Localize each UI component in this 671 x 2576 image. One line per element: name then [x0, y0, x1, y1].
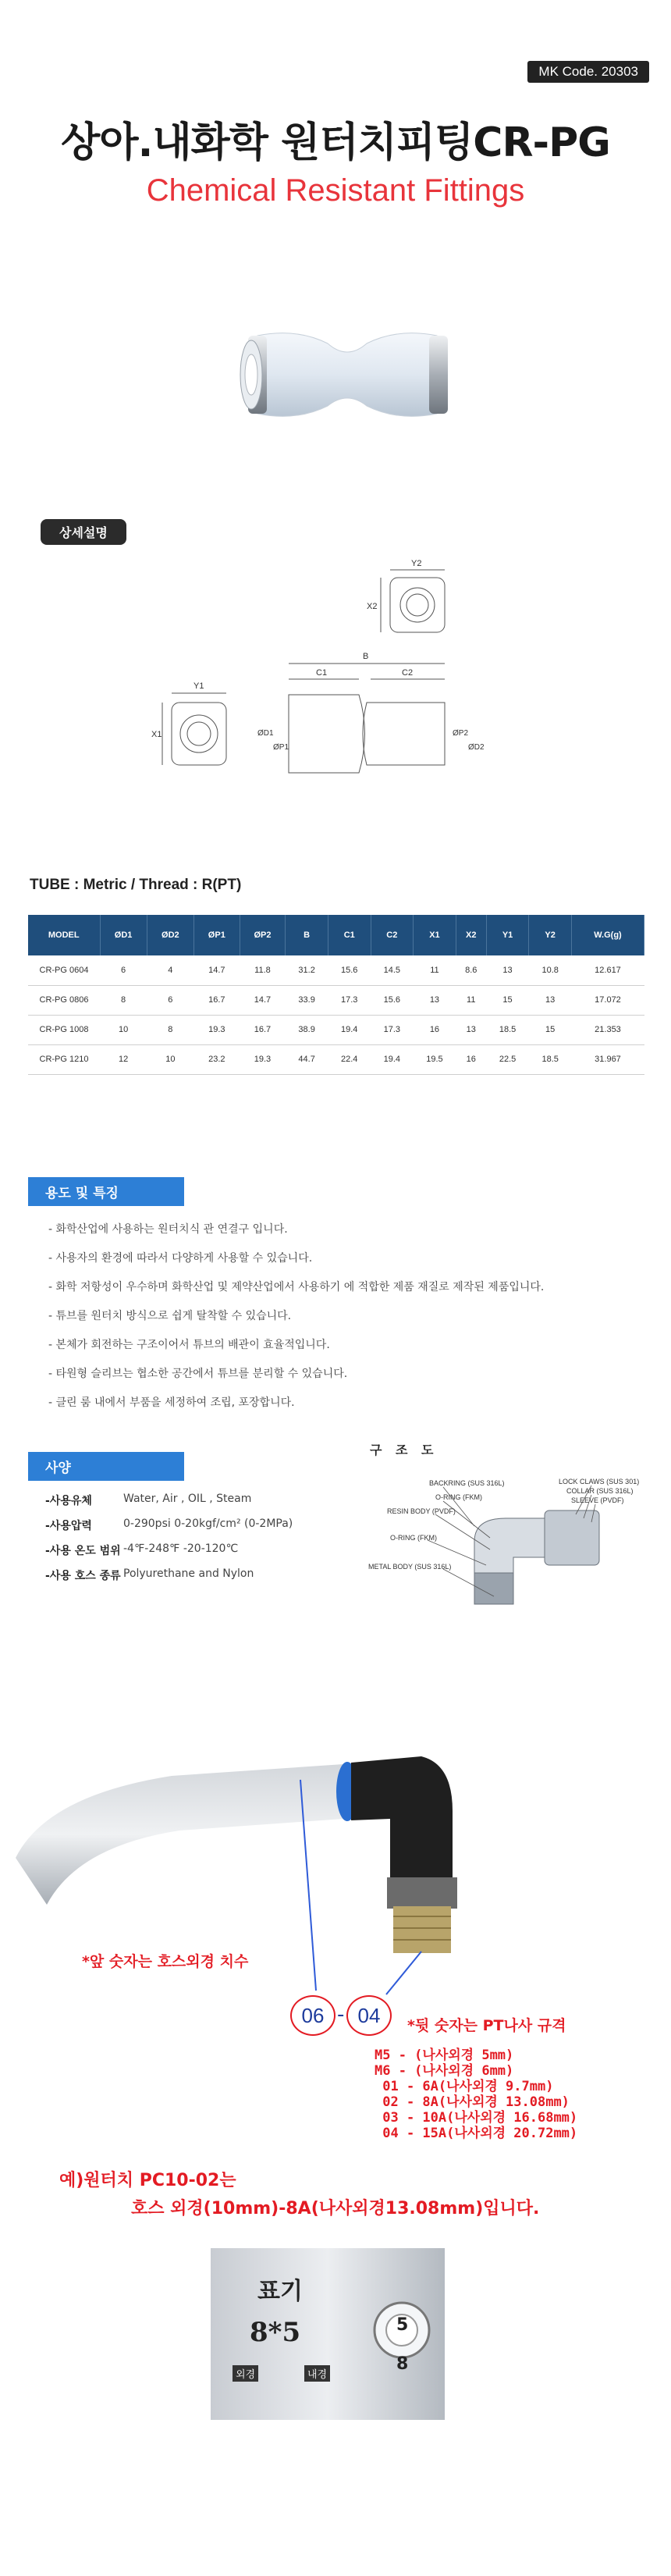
table-row	[28, 1044, 644, 1074]
dim-label-od2: ØD2	[468, 743, 485, 752]
spec-key: -사용유체	[45, 1495, 92, 1507]
dimension-table	[28, 915, 644, 1075]
spec-key: -사용 호스 종류	[45, 1570, 121, 1582]
table-cell: 19.4	[328, 1015, 371, 1044]
hose-code-back: 04	[346, 1995, 392, 2036]
table-cell: 11	[456, 985, 486, 1015]
table-cell: 22.5	[486, 1044, 529, 1074]
table-row	[28, 955, 644, 985]
usage-list	[48, 1221, 544, 1423]
structure-label-lock-claws: LOCK CLAWS (SUS 301)	[559, 1478, 640, 1485]
thread-size-item: 01 - 6A(나사외경 9.7mm)	[375, 2079, 554, 2094]
dim-label-c1: C1	[316, 668, 328, 678]
table-cell: 13	[486, 955, 529, 985]
usage-tab: 용도 및 특징	[28, 1177, 184, 1206]
thread-size-item: 02 - 8A(나사외경 13.08mm)	[375, 2094, 570, 2110]
table-cell: 14.7	[193, 955, 240, 985]
table-cell: 22.4	[328, 1044, 371, 1074]
table-cell: 8	[147, 1015, 193, 1044]
dim-label-op2: ØP2	[453, 729, 469, 738]
table-cell: 17.3	[371, 1015, 414, 1044]
list-item: - 타원형 슬리브는 협소한 공간에서 튜브를 분리할 수 있습니다.	[48, 1368, 348, 1380]
table-cell: 12.617	[571, 955, 644, 985]
table-cell: 10.8	[529, 955, 572, 985]
table-cell: 19.3	[193, 1015, 240, 1044]
table-cell: 17.3	[328, 985, 371, 1015]
spec-row	[45, 1542, 293, 1567]
product-image	[234, 312, 460, 437]
dim-label-od1: ØD1	[257, 729, 274, 738]
table-row	[28, 1015, 644, 1044]
table-row	[28, 985, 644, 1015]
table-cell: 13	[456, 1015, 486, 1044]
structure-title: 구 조 도	[370, 1443, 438, 1457]
marking-image	[211, 2248, 445, 2420]
structure-label-metal-body: METAL BODY (SUS 316L)	[368, 1563, 452, 1571]
table-cell: 18.5	[486, 1015, 529, 1044]
table-cell: 10	[147, 1044, 193, 1074]
table-cell: 33.9	[286, 985, 328, 1015]
table-cell: 16	[414, 1015, 456, 1044]
page-subtitle: Chemical Resistant Fittings	[146, 173, 525, 208]
list-item: - 클린 룸 내에서 부품을 세정하여 조립, 포장합니다.	[48, 1397, 295, 1409]
thread-size-item: 03 - 10A(나사외경 16.68mm)	[375, 2110, 578, 2126]
table-cell: 31.2	[286, 955, 328, 985]
list-item: - 튜브를 원터치 방식으로 쉽게 탈착할 수 있습니다.	[48, 1310, 292, 1322]
page-title: 상아.내화학 원터치피팅CR-PG	[61, 119, 610, 166]
table-cell: 21.353	[571, 1015, 644, 1044]
table-cell: 15.6	[371, 985, 414, 1015]
structure-diagram	[357, 1440, 646, 1620]
table-cell: 14.7	[240, 985, 286, 1015]
structure-label-collar: COLLAR (SUS 316L)	[566, 1487, 634, 1495]
table-cell: 13	[529, 985, 572, 1015]
table-cell: CR-PG 0806	[28, 985, 100, 1015]
table-header-cell: Y2	[529, 915, 572, 955]
structure-label-oring-1: O-RING (FKM)	[435, 1493, 482, 1501]
dim-label-x2: X2	[367, 602, 378, 611]
table-header-cell: W.G(g)	[571, 915, 644, 955]
table-cell: 8	[100, 985, 147, 1015]
table-cell: 23.2	[193, 1044, 240, 1074]
spec-row	[45, 1517, 293, 1542]
spec-key: -사용 온도 범위	[45, 1545, 121, 1557]
table-cell: 17.072	[571, 985, 644, 1015]
table-cell: 12	[100, 1044, 147, 1074]
hose-code-separator: -	[337, 2003, 345, 2026]
marking-drawing	[211, 2248, 445, 2420]
dim-label-b: B	[363, 652, 369, 661]
spec-list	[45, 1493, 293, 1592]
table-cell: 13	[414, 985, 456, 1015]
mk-code-badge: MK Code. 20303	[527, 61, 649, 83]
dim-label-op1: ØP1	[273, 743, 289, 752]
example-line-2: 호스 외경(10mm)-8A(나사외경13.08mm)입니다.	[131, 2199, 540, 2218]
list-item: - 화학산업에 사용하는 원터치식 관 연결구 입니다.	[48, 1223, 288, 1236]
structure-label-resin-body: RESIN BODY (PVDF)	[387, 1507, 456, 1515]
back-number-note: *뒷 숫자는 PT나사 규격	[407, 2017, 566, 2034]
table-cell: CR-PG 1008	[28, 1015, 100, 1044]
table-header-cell: MODEL	[28, 915, 100, 955]
marking-title: 표기	[257, 2278, 303, 2305]
structure-label-backring: BACKRING (SUS 316L)	[429, 1479, 505, 1487]
hose-code-front: 06	[290, 1995, 336, 2036]
table-cell: 8.6	[456, 955, 486, 985]
table-cell: 38.9	[286, 1015, 328, 1044]
table-cell: 15	[486, 985, 529, 1015]
table-cell: 19.5	[414, 1044, 456, 1074]
spec-value: 0-290psi 0-20kgf/cm² (0-2MPa)	[123, 1517, 293, 1530]
marking-outer-label: 외경	[233, 2365, 258, 2382]
marking-inner-dim: 5	[396, 2315, 409, 2335]
detail-tab: 상세설명	[41, 519, 126, 545]
table-cell: 6	[147, 985, 193, 1015]
table-cell: 31.967	[571, 1044, 644, 1074]
table-cell: 44.7	[286, 1044, 328, 1074]
table-cell: 19.3	[240, 1044, 286, 1074]
structure-label-sleeve: SLEEVE (PVDF)	[571, 1496, 624, 1504]
spec-row	[45, 1493, 293, 1517]
tube-spec-label: TUBE : Metric / Thread : R(PT)	[30, 877, 242, 893]
dim-label-c2: C2	[402, 668, 414, 678]
list-item: - 본체가 회전하는 구조이어서 튜브의 배관이 효율적입니다.	[48, 1339, 330, 1351]
spec-row	[45, 1567, 293, 1592]
front-number-note: *앞 숫자는 호스외경 치수	[82, 1953, 249, 1970]
table-cell: 16.7	[193, 985, 240, 1015]
table-header-cell: ØD1	[100, 915, 147, 955]
table-header-cell: ØP2	[240, 915, 286, 955]
example-line-1: 예)원터치 PC10-02는	[59, 2171, 236, 2190]
table-header-cell: C2	[371, 915, 414, 955]
structure-label-oring-2: O-RING (FKM)	[390, 1534, 437, 1542]
thread-size-item: M6 - (나사외경 6mm)	[375, 2063, 514, 2079]
dimension-drawing	[151, 554, 515, 804]
table-cell: 11	[414, 955, 456, 985]
spec-value: -4℉-248℉ -20-120℃	[123, 1542, 239, 1555]
table-header-cell: X1	[414, 915, 456, 955]
spec-tab: 사양	[28, 1452, 184, 1481]
table-header-cell: Y1	[486, 915, 529, 955]
table-cell: 18.5	[529, 1044, 572, 1074]
table-cell: 15.6	[328, 955, 371, 985]
list-item: - 화학 저항성이 우수하며 화학산업 및 제약산업에서 사용하기 에 적합한 제품 재질로 제작된 제품입니다.	[48, 1281, 545, 1293]
table-header-cell: C1	[328, 915, 371, 955]
dim-label-y1: Y1	[193, 681, 204, 691]
list-item: - 사용자의 환경에 따라서 다양하게 사용할 수 있습니다.	[48, 1252, 313, 1265]
thread-size-list	[375, 2044, 578, 2141]
table-cell: CR-PG 1210	[28, 1044, 100, 1074]
table-cell: 10	[100, 1015, 147, 1044]
table-header-cell: ØD2	[147, 915, 193, 955]
thread-size-item: 04 - 15A(나사외경 20.72mm)	[375, 2126, 578, 2141]
dim-label-x1: X1	[151, 730, 162, 739]
structure-drawing	[357, 1440, 646, 1620]
spec-value: Polyurethane and Nylon	[123, 1567, 254, 1580]
table-cell: 16	[456, 1044, 486, 1074]
table-cell: 4	[147, 955, 193, 985]
table-header-cell: ØP1	[193, 915, 240, 955]
dim-label-y2: Y2	[411, 559, 422, 568]
table-cell: 11.8	[240, 955, 286, 985]
thread-size-item: M5 - (나사외경 5mm)	[375, 2048, 514, 2063]
marking-inner-label: 내경	[304, 2365, 330, 2382]
table-cell: 14.5	[371, 955, 414, 985]
table-cell: CR-PG 0604	[28, 955, 100, 985]
table-header-cell: B	[286, 915, 328, 955]
spec-key: -사용압력	[45, 1520, 92, 1532]
table-cell: 16.7	[240, 1015, 286, 1044]
marking-outer-dim: 8	[396, 2354, 409, 2374]
table-header-cell: X2	[456, 915, 486, 955]
spec-value: Water, Air , OIL , Steam	[123, 1493, 252, 1505]
table-cell: 15	[529, 1015, 572, 1044]
table-cell: 6	[100, 955, 147, 985]
table-cell: 19.4	[371, 1044, 414, 1074]
marking-value: 8*5	[250, 2317, 301, 2348]
